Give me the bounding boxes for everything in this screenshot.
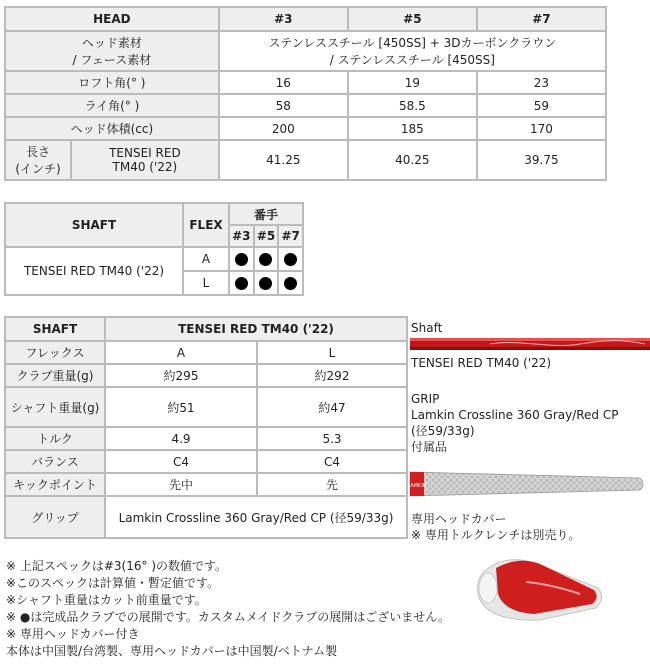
- flex-shaft-header: SHAFT: [6, 204, 182, 246]
- dot-icon: [259, 253, 272, 266]
- shaft-side-name: TENSEI RED TM40 ('22): [411, 356, 552, 370]
- grip-value: Lamkin Crossline 360 Gray/Red CP (径59/33g): [106, 497, 406, 537]
- notes-list: [6, 558, 450, 660]
- lie-5: 58.5: [349, 95, 476, 116]
- flex-shaft-name: TENSEI RED TM40 ('22): [6, 248, 182, 294]
- note-line: ※ 専用ヘッドカバー付き: [6, 627, 140, 641]
- headcover-image: [470, 548, 610, 624]
- balance-l: C4: [258, 451, 406, 472]
- col-5-header: #5: [349, 8, 476, 30]
- balance-label: バランス: [6, 451, 104, 472]
- volume-3: 200: [220, 118, 347, 139]
- shaft-image: [410, 336, 650, 352]
- headcover-label: 専用ヘッドカバー: [411, 512, 507, 526]
- shaft-header-value: TENSEI RED TM40 ('22): [106, 318, 406, 340]
- note-line: ※ 上記スペックは#3(16° )の数値です。: [6, 559, 228, 573]
- torque-l: 5.3: [258, 428, 406, 449]
- volume-7: 170: [478, 118, 605, 139]
- shaft-weight-label: シャフト重量(g): [6, 388, 104, 426]
- volume-label: ヘッド体積(cc): [6, 118, 218, 139]
- flex-row-label: フレックス: [6, 342, 104, 363]
- lie-3: 58: [220, 95, 347, 116]
- volume-5: 185: [349, 118, 476, 139]
- dot-icon: [284, 253, 297, 266]
- shaft-spec-table: [4, 316, 408, 539]
- availability-dot: [230, 248, 253, 270]
- col-7-header: #7: [478, 8, 605, 30]
- dot-icon: [235, 277, 248, 290]
- loft-5: 19: [349, 72, 476, 93]
- svg-text:LAMKIN: LAMKIN: [407, 483, 427, 489]
- length-3: 41.25: [220, 141, 347, 179]
- kickpoint-label: キックポイント: [6, 474, 104, 495]
- number-header: 番手: [230, 204, 302, 224]
- accessories-label: 付属品: [411, 440, 448, 454]
- balance-a: C4: [106, 451, 256, 472]
- kickpoint-l: 先: [258, 474, 406, 495]
- note-line: ※シャフト重量はカット前重量です。: [6, 593, 207, 607]
- note-line: 本体は中国製/台湾製、専用ヘッドカバーは中国製/ベトナム製: [6, 644, 338, 658]
- material-label: ヘッド素材 / フェース素材: [6, 32, 218, 70]
- lie-7: 59: [478, 95, 605, 116]
- length-7: 39.75: [478, 141, 605, 179]
- grip-side-label: GRIP: [411, 392, 440, 406]
- lie-label: ライ角(° ): [6, 95, 218, 116]
- loft-label: ロフト角(° ): [6, 72, 218, 93]
- shaft-side-label: Shaft: [411, 321, 443, 335]
- length-label: 長さ (インチ): [6, 141, 70, 179]
- shaft-weight-a: 約51: [106, 388, 256, 426]
- dot-icon: [235, 253, 248, 266]
- note-line: ※ ●は完成品クラブでの展開です。カスタムメイドクラブの展開はございません。: [6, 610, 450, 624]
- availability-dot: [230, 272, 253, 294]
- flex-row-a: A: [106, 342, 256, 363]
- shaft-header-label: SHAFT: [6, 318, 104, 340]
- number-7: #7: [279, 226, 302, 246]
- col-3-header: #3: [220, 8, 347, 30]
- club-weight-a: 約295: [106, 365, 256, 386]
- dot-icon: [259, 277, 272, 290]
- note-line: ※このスペックは計算値・暫定値です。: [6, 576, 220, 590]
- grip-image: [406, 462, 650, 506]
- availability-dot: [279, 248, 302, 270]
- club-weight-label: クラブ重量(g): [6, 365, 104, 386]
- number-5: #5: [255, 226, 278, 246]
- length-shaft: TENSEI RED TM40 ('22): [72, 141, 218, 179]
- flex-a: A: [184, 248, 228, 270]
- shaft-weight-l: 約47: [258, 388, 406, 426]
- wrench-note: ※ 専用トルクレンチは別売り。: [411, 528, 581, 542]
- head-spec-table: [4, 6, 607, 181]
- flex-table: [4, 202, 304, 296]
- availability-dot: [255, 248, 278, 270]
- loft-3: 16: [220, 72, 347, 93]
- club-weight-l: 約292: [258, 365, 406, 386]
- torque-a: 4.9: [106, 428, 256, 449]
- grip-label: グリップ: [6, 497, 104, 537]
- loft-7: 23: [478, 72, 605, 93]
- kickpoint-a: 先中: [106, 474, 256, 495]
- grip-side-name: Lamkin Crossline 360 Gray/Red CP: [411, 408, 619, 422]
- torque-label: トルク: [6, 428, 104, 449]
- number-3: #3: [230, 226, 253, 246]
- flex-row-l: L: [258, 342, 406, 363]
- grip-side-spec: (径59/33g): [411, 424, 475, 438]
- length-5: 40.25: [349, 141, 476, 179]
- availability-dot: [255, 272, 278, 294]
- head-header: HEAD: [6, 8, 218, 30]
- flex-header: FLEX: [184, 204, 228, 246]
- dot-icon: [284, 277, 297, 290]
- flex-l: L: [184, 272, 228, 294]
- availability-dot: [279, 272, 302, 294]
- material-value: ステンレススチール [450SS] + 3Dカーボンクラウン / ステンレススチール [450SS]: [220, 32, 605, 70]
